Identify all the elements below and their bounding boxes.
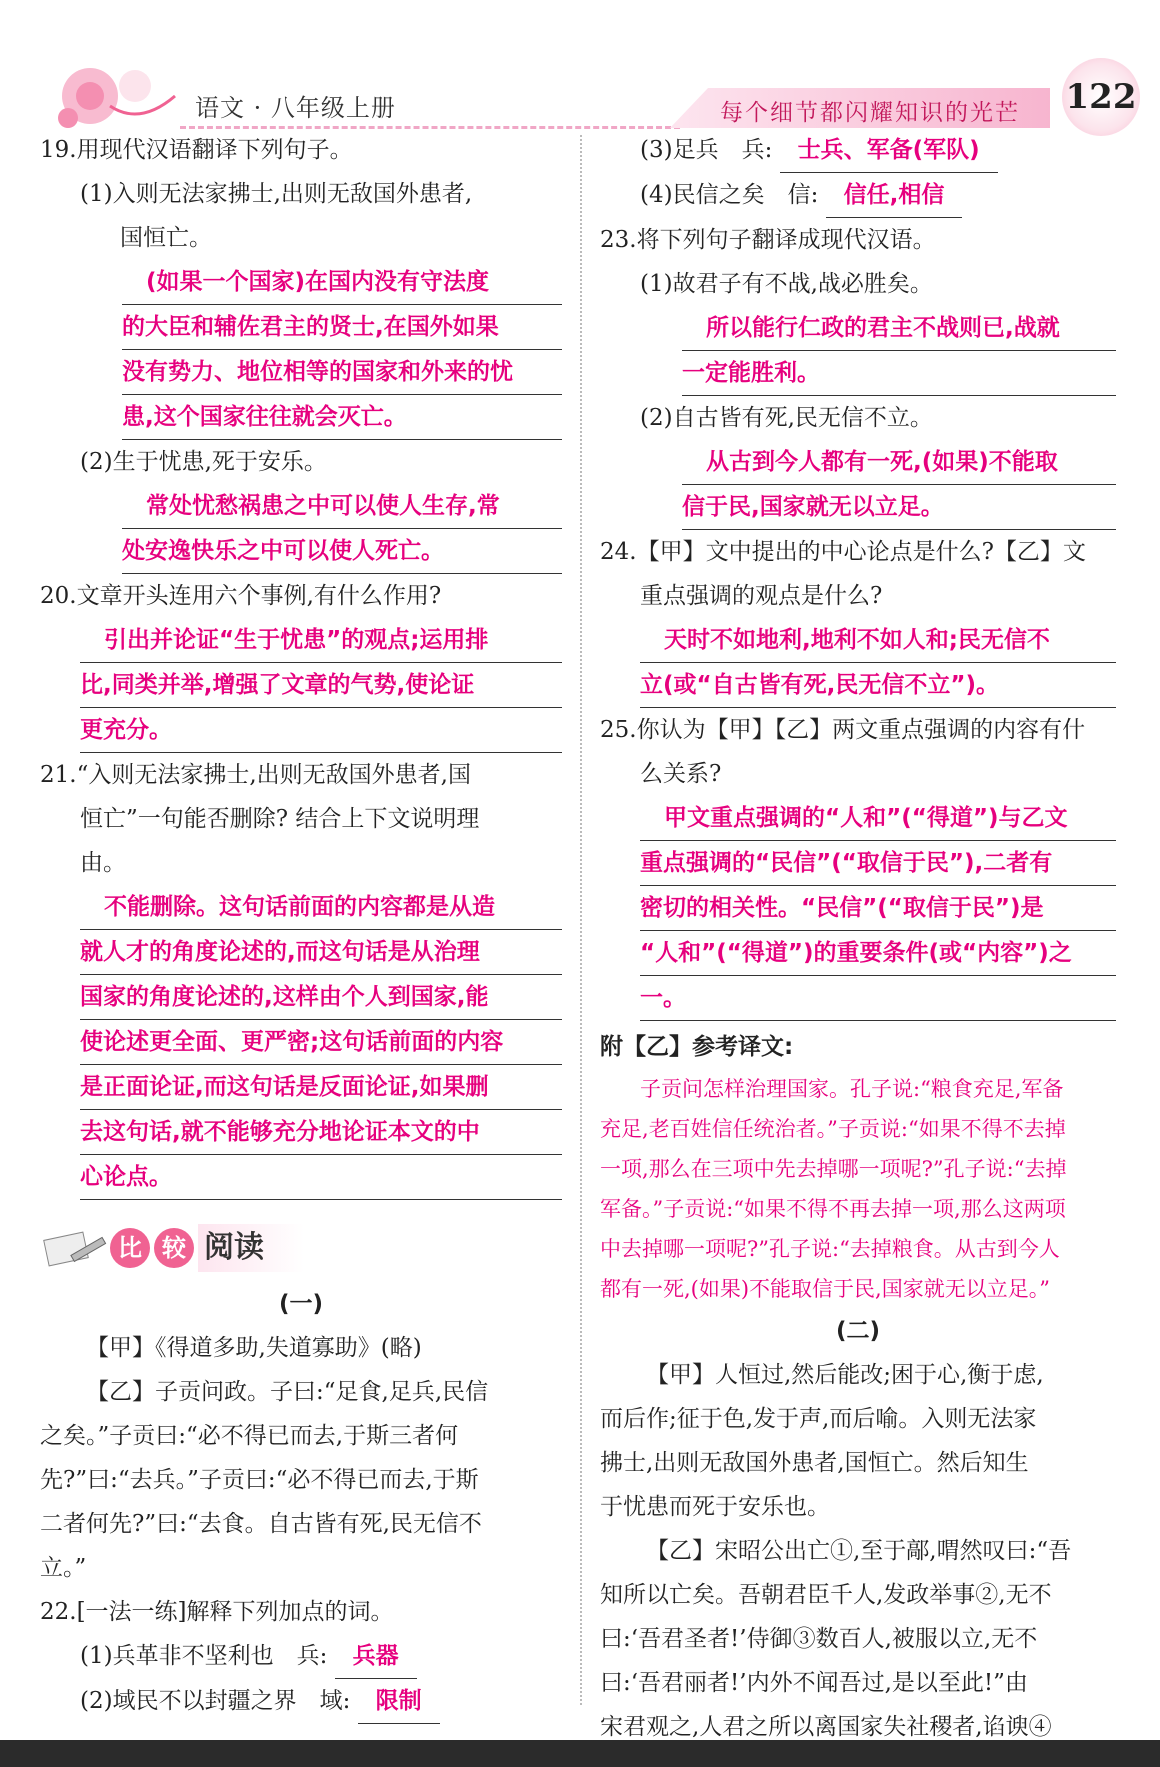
q19-answer-2	[40, 484, 562, 574]
reference-translation-heading: 附【乙】参考译文:	[600, 1034, 794, 1060]
text-line: 拂士,出则无敌国外患者,国恒亡。然后知生	[600, 1450, 1029, 1476]
left-column	[40, 128, 562, 1724]
answer-line: 天时不如地利,地利不如人和;民无信不	[640, 618, 1116, 663]
jia-text: 【甲】《得道多助,失道寡助》(略)	[86, 1335, 422, 1361]
heading-bubble: 较	[154, 1228, 194, 1268]
q24-stem-line: 重点强调的观点是什么?	[640, 583, 883, 609]
answer-line: “人和”(“得道”)的重要条件(或“内容”)之	[640, 931, 1116, 976]
text-line: 【乙】子贡问政。子曰:“足食,足兵,民信	[86, 1379, 489, 1405]
answer-line: 是正面论证,而这句话是反面论证,如果删	[80, 1065, 562, 1110]
translation-line: 中去掉哪一项呢?”孔子说:“去掉粮食。从古到今人	[600, 1237, 1060, 1261]
text-line: 曰:‘吾君圣者!’侍御③数百人,被服以立,无不	[600, 1626, 1038, 1652]
q22-item-1-text: (1)兵革非不坚利也 兵:	[80, 1643, 328, 1669]
q22-item-4	[600, 173, 1116, 218]
translation-line: 都有一死,(如果)不能取信于民,国家就无以立足。”	[600, 1277, 1050, 1301]
q22-answer-3: 士兵、军备(军队)	[780, 128, 998, 173]
q22-item-1	[40, 1634, 562, 1679]
answer-line: 密切的相关性。“民信”(“取信于民”)是	[640, 886, 1116, 931]
bottom-bar	[0, 1740, 1160, 1767]
q22-item-4-text: (4)民信之矣 信:	[640, 182, 819, 208]
q19-sentence-2: (2)生于忧患,死于安乐。	[80, 449, 327, 475]
q22-answer-2: 限制	[358, 1679, 440, 1724]
text-line: 之矣。”子贡曰:“必不得已而去,于斯三者何	[40, 1423, 459, 1449]
q22-answer-1: 兵器	[335, 1634, 417, 1679]
answer-line: 没有势力、地位相等的国家和外来的忧	[122, 350, 562, 395]
q19-sentence-1b: 国恒亡。	[120, 225, 212, 251]
answer-line: 重点强调的“民信”(“取信于民”),二者有	[640, 841, 1116, 886]
answer-line: 一。	[640, 976, 1116, 1021]
text-line: 宋君观之,人君之所以离国家失社稷者,谄谀④	[600, 1714, 1052, 1740]
right-column	[600, 128, 1116, 1749]
q25-stem-line: 25.你认为【甲】【乙】两文重点强调的内容有什	[600, 717, 1086, 743]
text-line: 【乙】宋昭公出亡①,至于鄗,喟然叹曰:“吾	[646, 1538, 1072, 1564]
q25-stem-line: 么关系?	[640, 761, 722, 787]
q22-answer-4: 信任,相信	[826, 173, 963, 218]
answer-line: 处安逸快乐之中可以使人死亡。	[122, 529, 562, 574]
answer-line: 国家的角度论述的,这样由个人到国家,能	[80, 975, 562, 1020]
q22-item-3	[600, 128, 1116, 173]
q22-stem: 22.[一法一练]解释下列加点的词。	[40, 1599, 394, 1625]
answer-line: 去这句话,就不能够充分地论证本文的中	[80, 1110, 562, 1155]
reference-translation	[600, 1069, 1116, 1309]
answer-line: 常处忧愁祸患之中可以使人生存,常	[122, 484, 562, 529]
translation-line: 军备。”子贡说:“如果不得不再去掉一项,那么这两项	[600, 1197, 1066, 1221]
q22-item-2-text: (2)域民不以封疆之界 域:	[80, 1688, 351, 1714]
text-line: 立。”	[40, 1555, 87, 1581]
answer-line: 的大臣和辅佐君主的贤士,在国外如果	[122, 305, 562, 350]
q23-sentence-1: (1)故君子有不战,战必胜矣。	[640, 271, 933, 297]
column-divider	[580, 135, 582, 1705]
answer-line: (如果一个国家)在国内没有守法度	[122, 260, 562, 305]
answer-line: 立(或“自古皆有死,民无信不立”)。	[640, 663, 1116, 708]
subject-label: 语文 · 八年级上册	[195, 94, 396, 122]
answer-line: 不能删除。这句话前面的内容都是从造	[80, 885, 562, 930]
answer-line: 一定能胜利。	[682, 351, 1116, 396]
q23-answer-1	[600, 306, 1116, 396]
answer-line: 心论点。	[80, 1155, 562, 1200]
answer-line: 从古到今人都有一死,(如果)不能取	[682, 440, 1116, 485]
answer-line: 信于民,国家就无以立足。	[682, 485, 1116, 530]
q23-answer-2	[600, 440, 1116, 530]
answer-line: 使论述更全面、更严密;这句话前面的内容	[80, 1020, 562, 1065]
comparative-reading-heading	[40, 1218, 562, 1278]
q19-answer-1	[40, 260, 562, 440]
motto-text: 每个细节都闪耀知识的光芒	[720, 100, 1020, 126]
q21-answer	[40, 885, 562, 1200]
translation-line: 充足,老百姓信任统治者。”子贡说:“如果不得不去掉	[600, 1117, 1066, 1141]
text-line: 知所以亡矣。吾朝君臣千人,发政举事②,无不	[600, 1582, 1052, 1608]
text-line: 【甲】人恒过,然后能改;困于心,衡于虑,	[646, 1362, 1044, 1388]
q25-answer	[600, 796, 1116, 1021]
text-line: 二者何先?”曰:“去食。自古皆有死,民无信不	[40, 1511, 482, 1537]
answer-line: 更充分。	[80, 708, 562, 753]
q24-answer	[600, 618, 1116, 708]
text-line: 而后作;征于色,发于声,而后喻。入则无法家	[600, 1406, 1037, 1432]
heading-bubble: 比	[110, 1228, 150, 1268]
heading-title: 阅读	[198, 1224, 304, 1272]
q20-stem: 20.文章开头连用六个事例,有什么作用?	[40, 583, 442, 609]
part-two-label: (二)	[835, 1318, 881, 1344]
translation-line: 子贡问怎样治理国家。孔子说:“粮食充足,军备	[640, 1077, 1064, 1101]
answer-line: 就人才的角度论述的,而这句话是从治理	[80, 930, 562, 975]
notebook-pencil-icon	[40, 1228, 110, 1268]
page-number: 122	[1062, 58, 1140, 136]
jia-text-2	[600, 1353, 1116, 1529]
q19-stem: 19.用现代汉语翻译下列句子。	[40, 137, 353, 163]
text-line: 先?”曰:“去兵。”子贡曰:“必不得已而去,于斯	[40, 1467, 479, 1493]
q21-stem-line: 恒亡”一句能否删除? 结合上下文说明理	[80, 806, 480, 832]
answer-line: 甲文重点强调的“人和”(“得道”)与乙文	[640, 796, 1116, 841]
text-line: 曰:‘吾君丽者!’内外不闻吾过,是以至此!”由	[600, 1670, 1028, 1696]
q21-stem-line: 由。	[80, 850, 126, 876]
q22-item-3-text: (3)足兵 兵:	[640, 137, 773, 163]
q21-stem-line: 21.“入则无法家拂士,出则无敌国外患者,国	[40, 762, 471, 788]
q23-sentence-2: (2)自古皆有死,民无信不立。	[640, 405, 933, 431]
q19-sentence-1: (1)入则无法家拂士,出则无敌国外患者,	[80, 181, 473, 207]
q24-stem-line: 24.【甲】文中提出的中心论点是什么?【乙】文	[600, 539, 1086, 565]
answer-line: 比,同类并举,增强了文章的气势,使论证	[80, 663, 562, 708]
q22-item-2	[40, 1679, 562, 1724]
flower-ornament-icon	[50, 56, 180, 136]
part-one-label: (一)	[278, 1291, 324, 1317]
page-header	[30, 48, 1137, 138]
text-line: 于忧患而死于安乐也。	[600, 1494, 830, 1520]
answer-line: 所以能行仁政的君主不战则已,战就	[682, 306, 1116, 351]
q20-answer	[40, 618, 562, 753]
q23-stem: 23.将下列句子翻译成现代汉语。	[600, 227, 936, 253]
yi-text-2	[600, 1529, 1116, 1749]
answer-line: 引出并论证“生于忧患”的观点;运用排	[80, 618, 562, 663]
translation-line: 一项,那么在三项中先去掉哪一项呢?”孔子说:“去掉	[600, 1157, 1067, 1181]
answer-line: 患,这个国家往往就会灭亡。	[122, 395, 562, 440]
yi-text	[40, 1370, 562, 1590]
